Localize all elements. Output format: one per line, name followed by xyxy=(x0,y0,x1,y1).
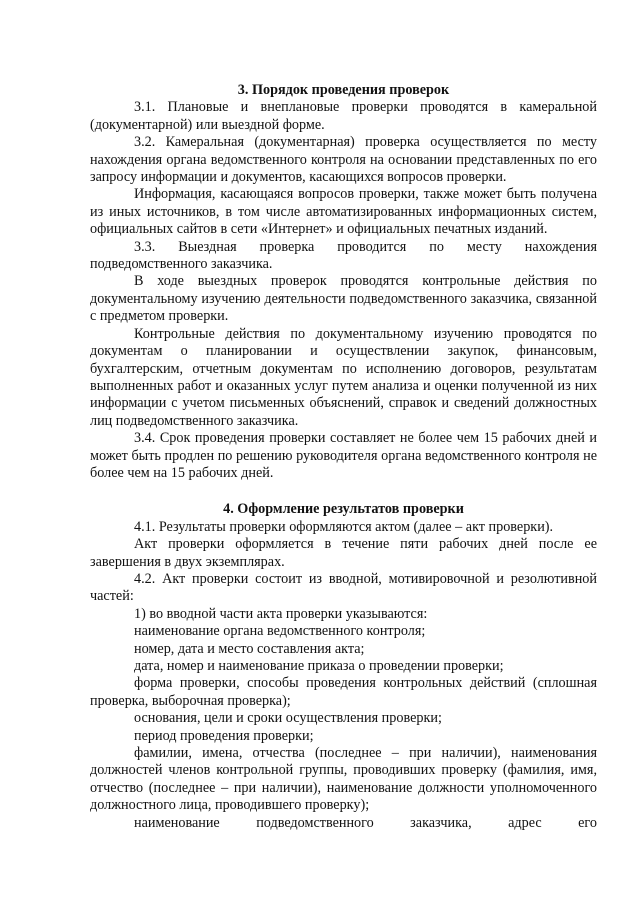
paragraph-4-2: 4.2. Акт проверки состоит из вводной, мотивировочной и резолютивной частей: xyxy=(90,570,597,605)
paragraph-3-3: 3.3. Выездная проверка проводится по месту нахождения подведомственного заказчика. xyxy=(90,238,597,273)
section-3-heading: 3. Порядок проведения проверок xyxy=(237,82,450,98)
paragraph-3-2: 3.2. Камеральная (документарная) проверка осуществляется по месту нахождения органа ведомственного контроля на основании представленных по его запросу информации и документов, касающихся вопросов проверки. xyxy=(90,134,597,186)
list-item: форма проверки, способы проведения контрольных действий (сплошная проверка, выборочная проверка); xyxy=(90,675,597,709)
list-item: номер, дата и место составления акта; xyxy=(134,640,365,657)
paragraph-4-1-act: Акт проверки оформляется в течение пяти рабочих дней после ее завершения в двух экземплярах. xyxy=(90,536,597,570)
list-item: наименование органа ведомственного контроля; xyxy=(134,623,426,640)
paragraph-3-4: 3.4. Срок проведения проверки составляет не более чем 15 рабочих дней и может быть продлен по решению руководителя органа ведомственного контроля не более чем на 15 рабочих дней. xyxy=(90,430,597,481)
list-item: наименование подведомственного заказчика, адрес его xyxy=(134,814,597,831)
list-item: 1) во вводной части акта проверки указываются: xyxy=(134,605,428,622)
paragraph-3-3-field: В ходе выездных проверок проводятся контрольные действия по документальному изучению деятельности подведомственного заказчика, связанной с предметом проверки. xyxy=(90,273,597,325)
list-item: дата, номер и наименование приказа о проведении проверки; xyxy=(134,658,504,674)
paragraph-3-2-info: Информация, касающаяся вопросов проверки, также может быть получена из иных источников, в том числе автоматизированных информационных систем, официальных сайтов в сети «Интернет» и официальных печатных изданий. xyxy=(90,186,597,238)
paragraph-4-1: 4.1. Результаты проверки оформляются актом (далее – акт проверки). xyxy=(134,518,554,535)
paragraph-3-1: 3.1. Плановые и внеплановые проверки проводятся в камеральной (документарной) или выездной форме. xyxy=(90,99,597,133)
document-page xyxy=(90,82,597,832)
list-item: фамилии, имена, отчества (последнее – при наличии), наименования должностей членов контрольной группы, проводивших проверку (фамилия, имя, отчество (последнее – при наличии), наименование должности уполномоченного должностного лица, проводившего проверку); xyxy=(90,745,597,814)
list-item: период проведения проверки; xyxy=(134,727,314,744)
list-item: основания, цели и сроки осуществления проверки; xyxy=(134,710,442,727)
section-4-heading: 4. Оформление результатов проверки xyxy=(223,501,464,518)
paragraph-3-3-actions: Контрольные действия по документальному изучению проводятся по документам о планировании и осуществлении закупок, финансовым, бухгалтерским, отчетным документам по исполнению договоров, результатам выполненных работ и оказанных услуг путем анализа и оценки полученной из них информации с учетом письменных объяснений, справок и сведений должностных лиц подведомственного заказчика. xyxy=(90,325,597,429)
